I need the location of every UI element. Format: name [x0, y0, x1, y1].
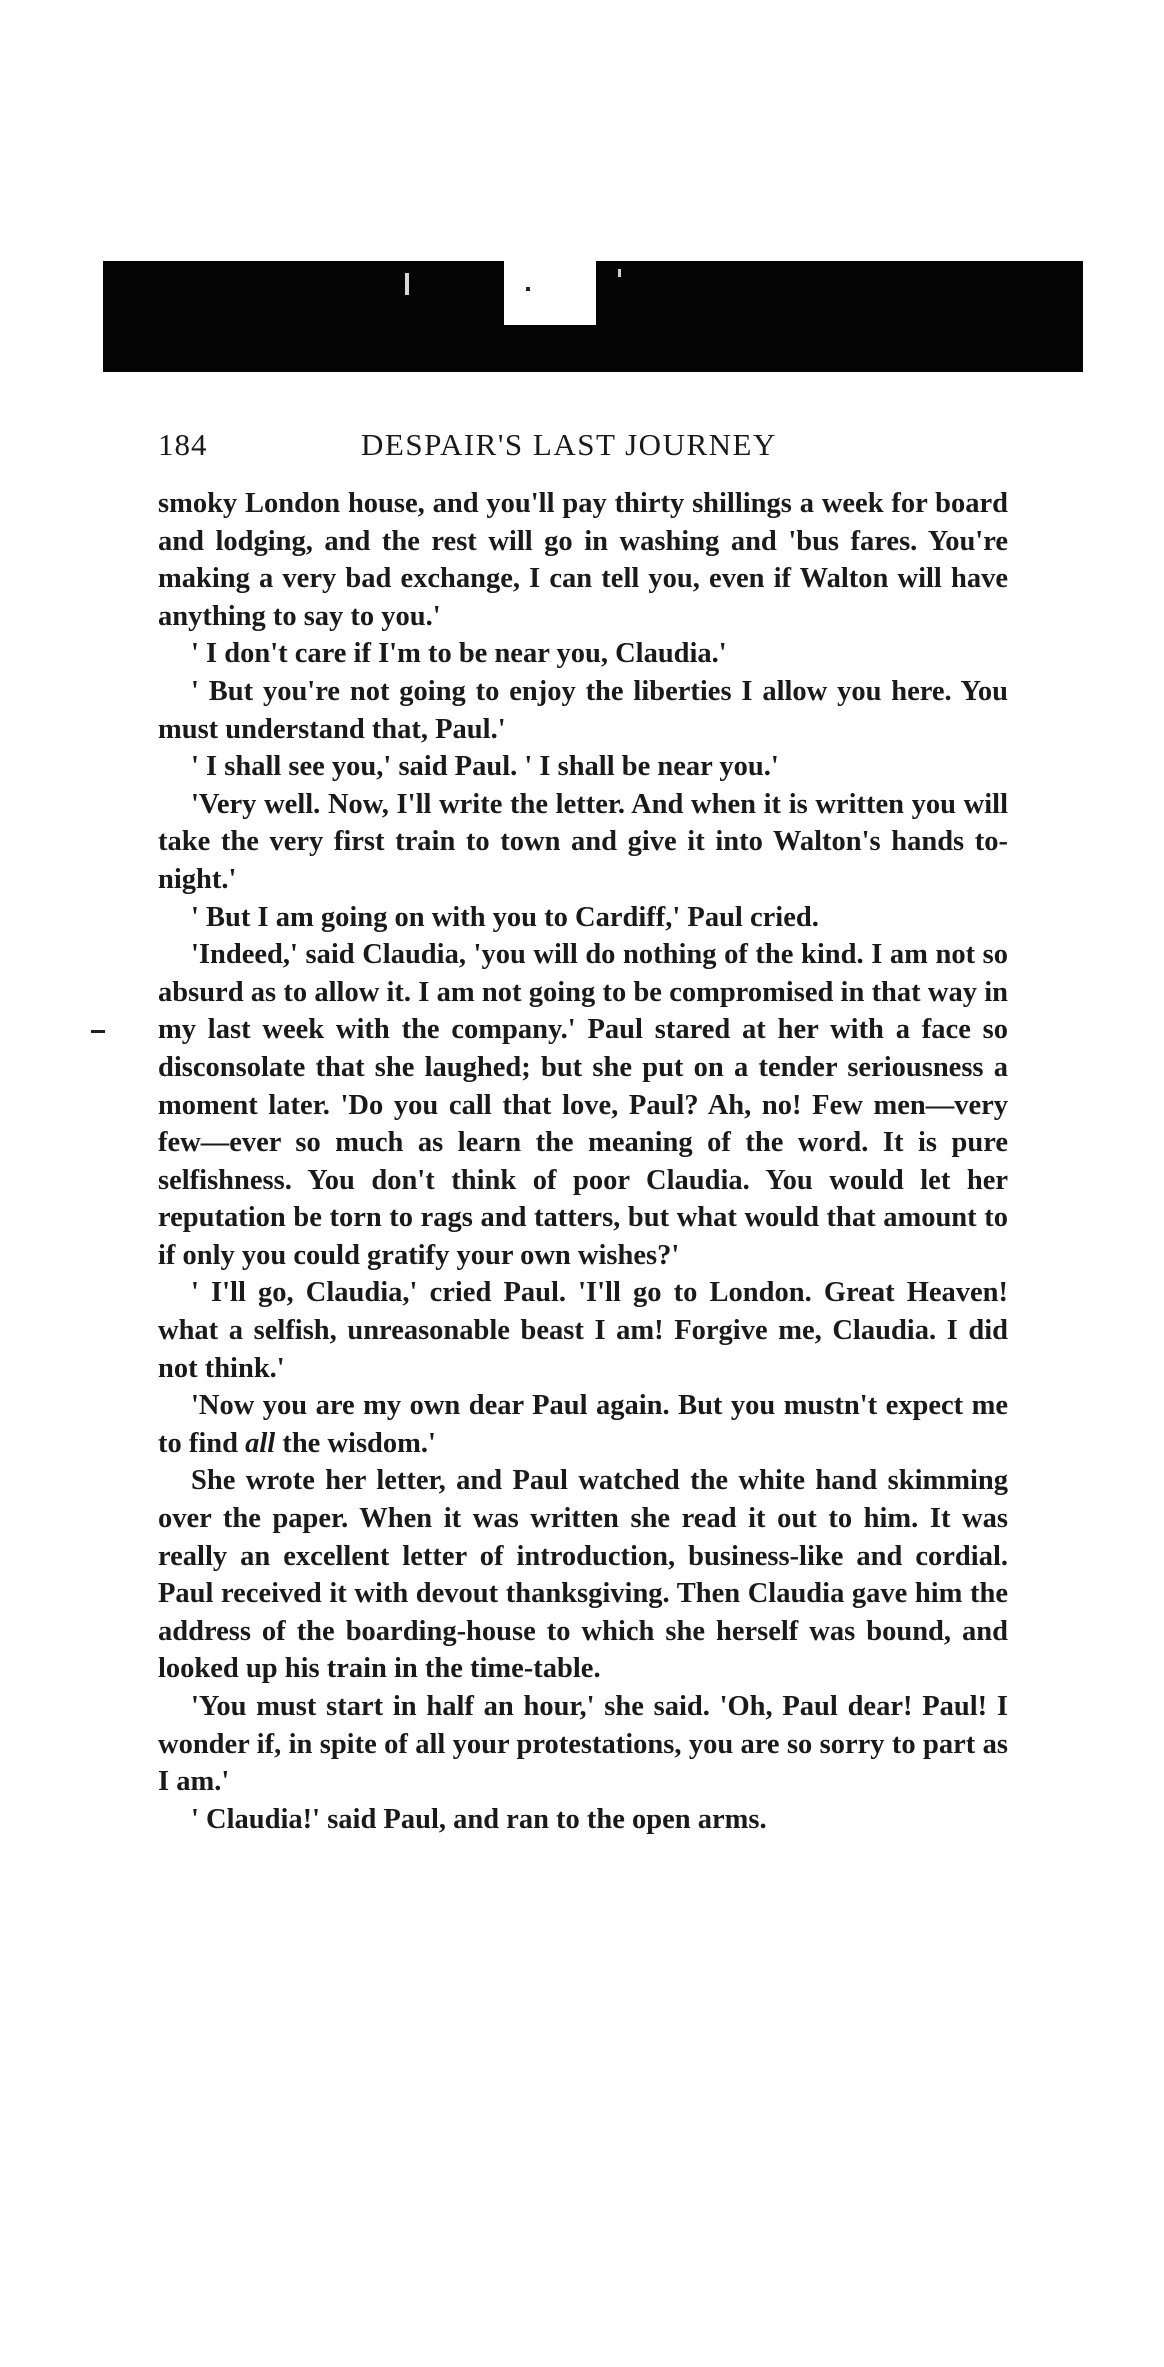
body-text	[158, 485, 1008, 1838]
scan-artifact-speck	[405, 273, 409, 295]
paragraph: 'Indeed,' said Claudia, 'you will do nothing of the kind. I am not so absurd as to allow it. I am not going to be compromised in that way in my last week with the company.' Paul stared at her with a face so disconsolate that she laughed; but she put on a tender seriousness a moment later. 'Do you call that love, Paul? Ah, no! Few men—very few—ever so much as learn the meaning of the word. It is pure selfishness. You don't think of poor Claudia. You would let her reputation be torn to rags and tatters, but what would that amount to if only you could gratify your own wishes?'	[158, 939, 1008, 1271]
page-number: 184	[158, 427, 208, 462]
emphasis-text: all	[245, 1427, 276, 1459]
scan-artifact-notch	[504, 261, 596, 325]
paragraph: ' I'll go, Claudia,' cried Paul. 'I'll go to London. Great Heaven! what a selfish, unreasonable beast I am! Forgive me, Claudia. I did not think.'	[158, 1277, 1008, 1384]
paragraph: smoky London house, and you'll pay thirty shillings a week for board and lodging, and the rest will go in washing and 'bus fares. You're making a very bad exchange, I can tell you, even if Walton will have anything to say to you.'	[158, 488, 1008, 632]
paragraph: 'You must start in half an hour,' she said. 'Oh, Paul dear! Paul! I wonder if, in spite of all your protestations, you are so sorry to part as I am.'	[158, 1691, 1008, 1798]
paragraph: ' Claudia!' said Paul, and ran to the open arms.	[191, 1803, 767, 1835]
paragraph: ' But I am going on with you to Cardiff,' Paul cried.	[191, 901, 819, 933]
paragraph-text: 'Now you are my own dear Paul again. But you mustn't expect me to find	[158, 1390, 1008, 1459]
running-head	[158, 420, 1008, 470]
paragraph: 'Very well. Now, I'll write the letter. And when it is written you will take the very first train to town and give it into Walton's hands to-night.'	[158, 788, 1008, 895]
paragraph: ' I don't care if I'm to be near you, Claudia.'	[191, 638, 727, 670]
scan-artifact-speck	[526, 287, 530, 291]
paragraph-text: the wisdom.'	[275, 1427, 436, 1459]
scan-artifact-bar	[103, 261, 1083, 372]
paragraph: She wrote her letter, and Paul watched the white hand skimming over the paper. When it was written she read it out to him. It was really an excellent letter of introduction, business-like and cordial. Paul received it with devout thanksgiving. Then Claudia gave him the address of the boarding-house to which she herself was bound, and looked up his train in the time-table.	[158, 1465, 1008, 1685]
margin-mark	[91, 1030, 105, 1033]
paragraph: ' I shall see you,' said Paul. ' I shall be near you.'	[191, 751, 779, 783]
paragraph	[158, 1387, 1008, 1462]
scan-artifact-speck	[618, 269, 621, 277]
running-title: DESPAIR'S LAST JOURNEY	[361, 427, 777, 462]
paragraph: ' But you're not going to enjoy the liberties I allow you here. You must understand that, Paul.'	[158, 675, 1008, 745]
